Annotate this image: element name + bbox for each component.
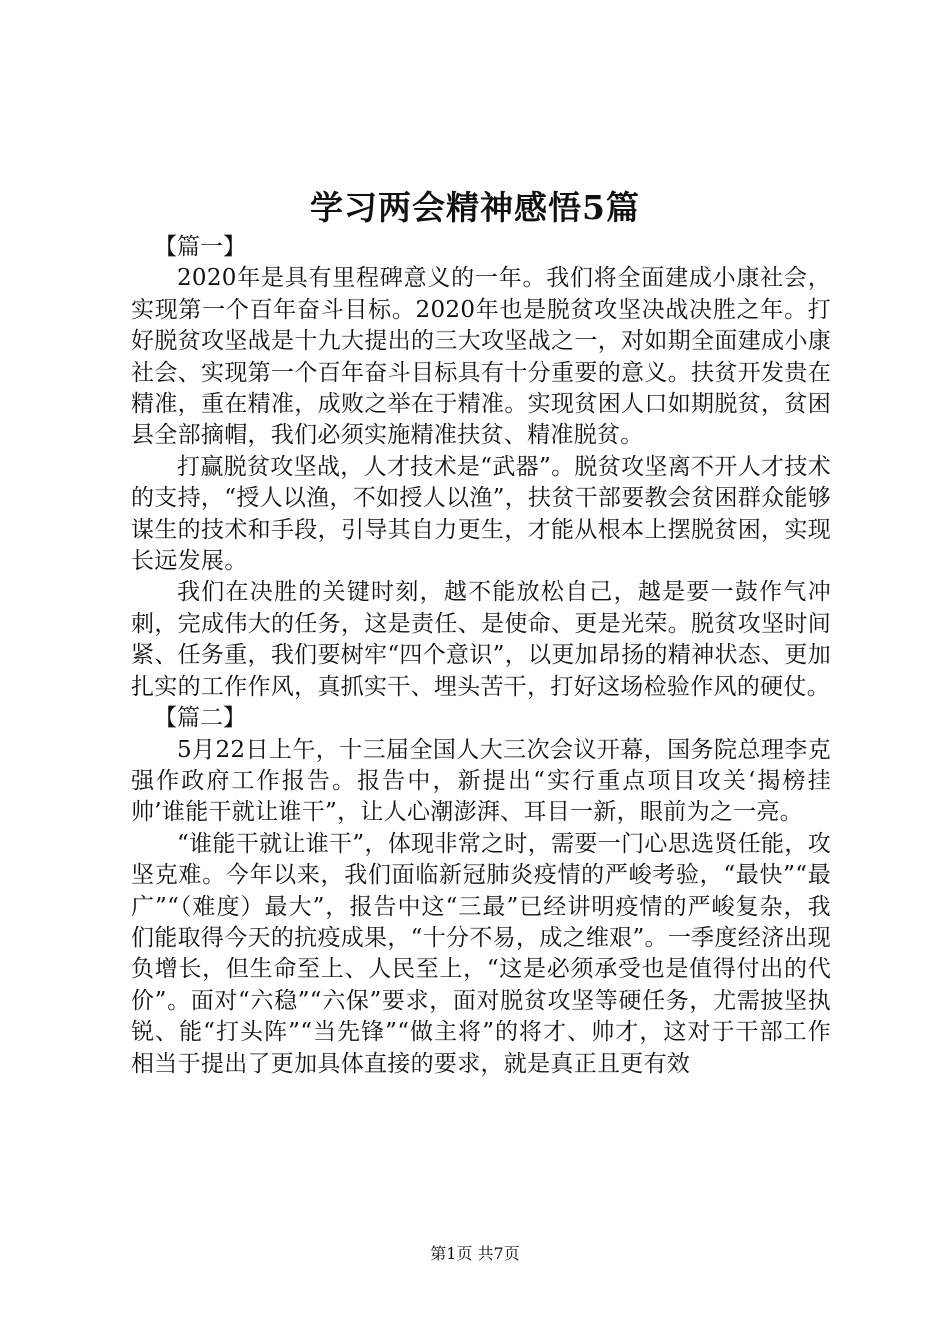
paragraph: “谁能干就让谁干”，体现非常之时，需要一门心思选贤任能，攻坚克难。今年以来，我们面临新冠肺炎疫情的严峻考验，“最快”“最广”“（难度）最大”，报告中这“三最”已经讲明疫情的严峻复杂，我们能取得今天的抗疫成果，“十分不易，成之维艰”。一季度经济出现负增长，但生命至上、人民至上，“这是必须承受也是值得付出的代价”。面对“六稳”“六保”要求，面对脱贫攻坚等硬任务，尤需披坚执锐、能“打头阵”“当先锋”“做主将”的将才、帅才，这对于干部工作相当于提出了更加具体直接的要求，就是真正且更有效 — [131, 830, 831, 1077]
section-heading: 【篇一】 — [154, 234, 246, 260]
section-heading: 【篇二】 — [154, 705, 246, 732]
paragraph: 2020年是具有里程碑意义的一年。我们将全面建成小康社会，实现第一个百年奋斗目标。2020年也是脱贫攻坚决战决胜之年。打好脱贫攻坚战是十九大提出的三大攻坚战之一，对如期全面建成小康社会、实现第一个百年奋斗目标具有十分重要的意义。扶贫开发贵在精准，重在精准，成败之举在于精准。实现贫困人口如期脱贫，贫困县全部摘帽，我们必须实施精准扶贫、精准脱贫。 — [131, 265, 831, 449]
paragraph: 我们在决胜的关键时刻，越不能放松自己，越是要一鼓作气冲刺，完成伟大的任务，这是责任、是使命、更是光荣。脱贫攻坚时间紧、任务重，我们要树牢“四个意识”，以更加昂扬的精神状态、更加扎实的工作作风，真抓实干、埋头苦干，打好这场检验作风的硬仗。 — [131, 579, 831, 700]
paragraph: 5月22日上午，十三届全国人大三次会议开幕，国务院总理李克强作政府工作报告。报告中，新提出“实行重点项目攻关‘揭榜挂帅’谁能干就让谁干”，让人心潮澎湃、耳目一新，眼前为之一亮。 — [131, 736, 831, 826]
document-title: 学习两会精神感悟5篇 — [310, 188, 640, 227]
paragraph: 打赢脱贫攻坚战，人才技术是“武器”。脱贫攻坚离不开人才技术的支持，“授人以渔，不如授人以渔”，扶贫干部要教会贫困群众能够谋生的技术和手段，引导其自力更生，才能从根本上摆脱贫困，实现长远发展。 — [131, 453, 831, 575]
page-footer: 第1页 共7页 — [430, 1244, 520, 1263]
document-body — [131, 232, 831, 1080]
